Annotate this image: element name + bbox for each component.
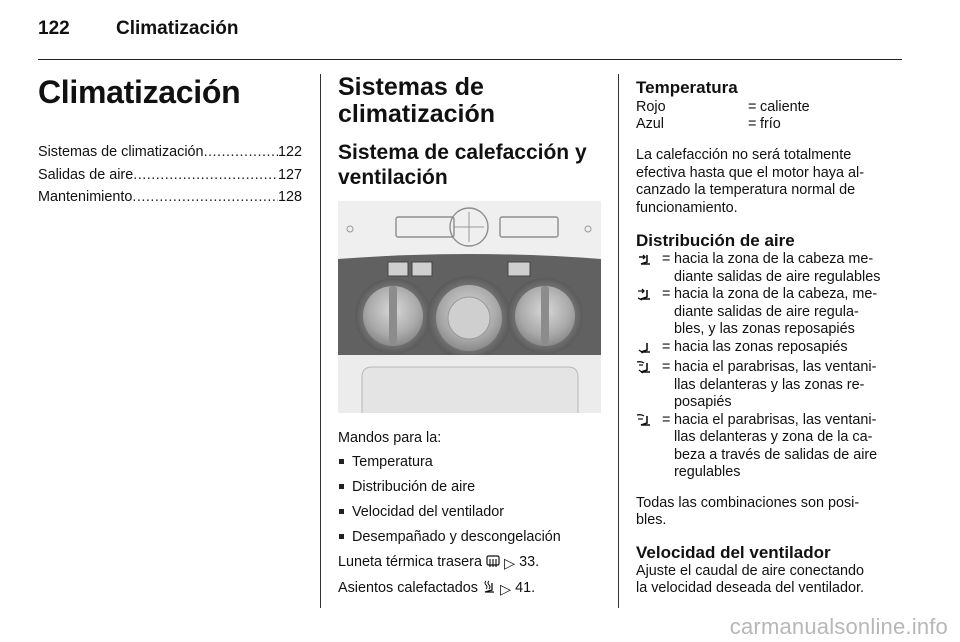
distribution-item (636, 251, 902, 286)
combinations-note (636, 495, 902, 530)
column-divider (618, 74, 619, 608)
list-item-text: Desempañado y descongelación (352, 529, 561, 545)
header-section: Climatización (116, 18, 239, 39)
distribution-text (674, 359, 902, 412)
climate-control-panel-illustration (338, 201, 601, 413)
distribution-item (636, 359, 902, 412)
list-item (338, 501, 604, 523)
toc-entry[interactable] (38, 164, 302, 187)
text-line: diante salidas de aire regula- (674, 303, 859, 320)
distribution-text (674, 251, 902, 286)
airflow-head-icon (636, 251, 662, 286)
temperature-note (636, 147, 902, 217)
text-line: regulables (674, 464, 741, 480)
distribution-text (674, 339, 902, 360)
list-item-text: Velocidad del ventilador (352, 504, 505, 520)
list-item (338, 526, 604, 548)
definition-row (636, 99, 902, 116)
rear-window-page[interactable]: 33. (519, 554, 540, 570)
text-line: hacia las zonas reposapiés (674, 338, 848, 355)
distribution-item (636, 286, 902, 339)
equals-sign: = (748, 116, 757, 132)
toc-leader (132, 186, 278, 209)
text-line: hacia el parabrisas, las ventani- (674, 411, 877, 428)
bullet-square-icon (339, 534, 344, 539)
heated-seat-icon (482, 580, 496, 594)
equals-sign: = (748, 99, 757, 115)
definition-key: Azul (636, 116, 664, 132)
equals-sign: = (662, 359, 671, 375)
text-line: posapiés (674, 394, 732, 410)
airflow-windscreen-feet-icon (636, 359, 662, 412)
text-line: hacia el parabrisas, las ventani- (674, 359, 877, 375)
text-line: bles, y las zonas reposapiés (674, 321, 855, 337)
rear-window-text: Luneta térmica trasera (338, 554, 482, 570)
toc-column (38, 70, 302, 209)
definition-value: frío (760, 116, 781, 132)
definition-key: Rojo (636, 99, 666, 115)
distribution-text (674, 412, 902, 482)
equals-sign: = (662, 411, 671, 428)
toc-list (38, 141, 302, 209)
controls-intro: Mandos para la: (338, 430, 442, 446)
controls-list (338, 451, 604, 548)
details-column (636, 78, 902, 598)
definition-value: caliente (760, 99, 810, 115)
text-line: diante salidas de aire regulables (674, 268, 881, 285)
list-item-text: Temperatura (352, 454, 433, 470)
temperature-heading: Temperatura (636, 78, 738, 97)
rear-window-heating-icon (486, 554, 500, 568)
text-line: efectiva hasta que el motor haya al- (636, 164, 864, 181)
distribution-item (636, 339, 902, 360)
text-line: la velocidad deseada del ventilador. (636, 580, 865, 596)
page-reference-icon: ▷ (503, 556, 516, 572)
equals-sign: = (662, 338, 671, 355)
toc-label[interactable]: Sistemas de climatización (38, 144, 204, 160)
list-item-text: Distribución de aire (352, 479, 476, 495)
toc-page[interactable]: 122 (277, 144, 302, 160)
toc-entry[interactable] (38, 141, 302, 164)
chapter-title: Climatización (38, 74, 241, 110)
text-line: llas delanteras y zona de la ca- (674, 429, 873, 445)
text-line: beza a través de salidas de aire (674, 446, 878, 463)
equals-sign: = (662, 251, 671, 267)
subsection-title: Sistema de calefacción y ventilación (338, 141, 587, 189)
fan-speed-text (636, 563, 902, 598)
text-line: bles. (636, 512, 667, 528)
heated-seats-text: Asientos calefactados (338, 580, 478, 596)
text-line: hacia la zona de la cabeza me- (674, 251, 874, 267)
page-number: 122 (38, 18, 70, 39)
text-line: Ajuste el caudal de aire conectando (636, 562, 865, 579)
heated-seats-page[interactable]: 41. (515, 580, 536, 596)
rear-window-ref (338, 551, 604, 573)
distribution-heading: Distribución de aire (636, 231, 795, 250)
equals-sign: = (662, 286, 671, 302)
page-reference-icon: ▷ (500, 582, 512, 598)
text-line: hacia la zona de la cabeza, me- (674, 286, 878, 302)
text-line: canzado la temperatura normal de (636, 182, 856, 198)
toc-page[interactable]: 128 (277, 189, 302, 205)
section-title: Sistemas de climatización (338, 73, 495, 128)
airflow-feet-icon (636, 339, 662, 360)
text-line: La calefacción no será totalmente (636, 147, 852, 163)
column-divider (320, 74, 321, 608)
distribution-item (636, 412, 902, 482)
toc-label[interactable]: Salidas de aire (38, 166, 134, 183)
bullet-square-icon (339, 484, 344, 489)
distribution-text (674, 286, 902, 339)
toc-leader (204, 141, 278, 164)
page-header (38, 18, 238, 40)
toc-label[interactable]: Mantenimiento (38, 189, 133, 205)
definition-row (636, 116, 902, 133)
text-line: llas delanteras y las zonas re- (674, 376, 865, 393)
text-line: funcionamiento. (636, 199, 738, 216)
header-rule (38, 59, 902, 60)
heated-seats-ref (338, 577, 604, 599)
toc-page[interactable]: 127 (277, 166, 302, 183)
fan-speed-heading: Velocidad del ventilador (636, 542, 831, 562)
bullet-square-icon (339, 459, 344, 464)
airflow-head-feet-icon (636, 286, 662, 339)
watermark: carmanualsonline.info (729, 614, 948, 639)
toc-entry[interactable] (38, 186, 302, 209)
temperature-definitions (636, 99, 902, 133)
toc-leader (133, 164, 278, 187)
systems-column (338, 74, 604, 603)
list-item (338, 476, 604, 498)
text-line: Todas las combinaciones son posi- (636, 494, 860, 511)
distribution-list (636, 251, 902, 482)
bullet-square-icon (339, 509, 344, 514)
airflow-windscreen-head-icon (636, 412, 662, 482)
list-item (338, 451, 604, 473)
